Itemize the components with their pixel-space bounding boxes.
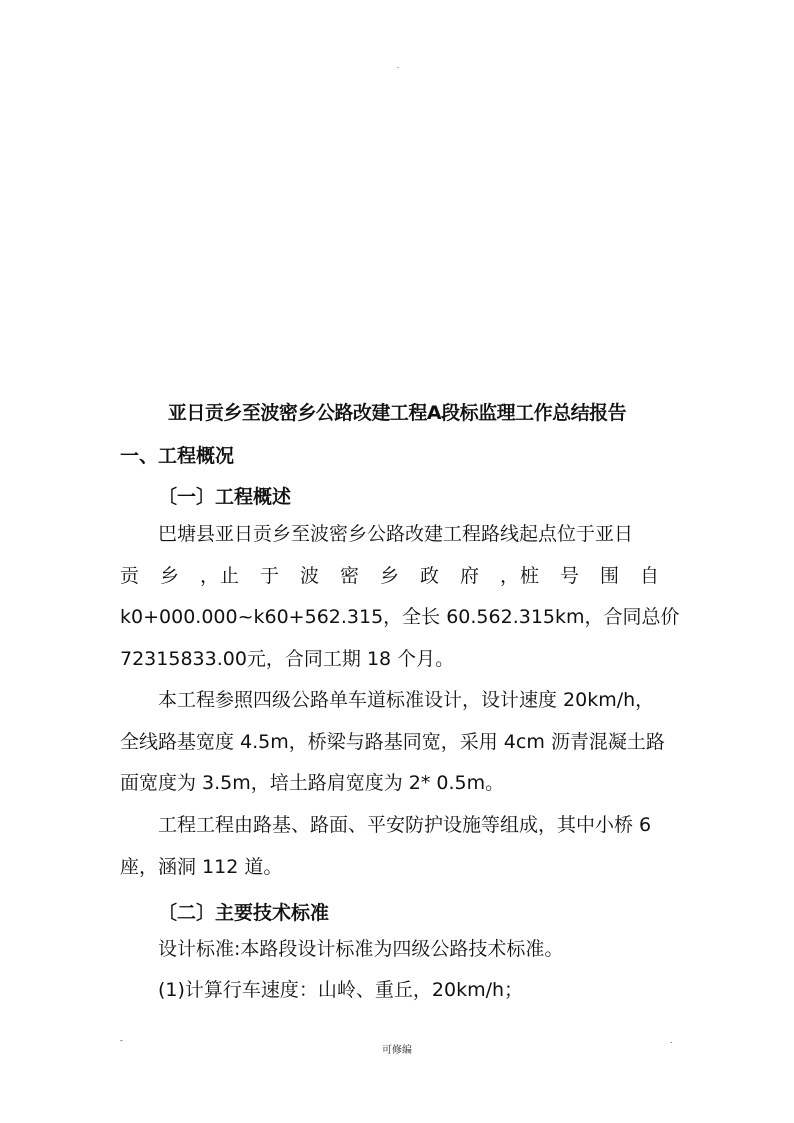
paragraph-line: 工程工程由路基、路面、平安防护设施等组成，其中小桥 6 — [158, 814, 652, 836]
section-heading-overview: 一、工程概况 — [120, 445, 235, 467]
header-mark: . — [396, 61, 400, 70]
document-title: 亚日贡乡至波密乡公路改建工程A段标监理工作总结报告 — [167, 402, 627, 424]
paragraph-design-standard-statement — [120, 929, 674, 971]
paragraph-line: (1)计算行车速度：山岭、重丘，20km/h； — [158, 979, 524, 1001]
subsection-heading-summary: 〔一〕工程概述 — [158, 486, 292, 508]
paragraph-line: 巴塘县亚日贡乡至波密乡公路改建工程路线起点位于亚日 — [158, 523, 634, 545]
paragraph-line: 72315833.00元，合同工期 18 个月。 — [120, 647, 455, 670]
paragraph-line: 本工程参照四级公路单车道标准设计，设计速度 20km/h， — [158, 689, 655, 711]
paragraph-speed-item — [120, 970, 674, 1012]
paragraph-line: 设计标准:本路段设计标准为四级公路技术标准。 — [158, 938, 564, 960]
paragraph-line: 贡 乡 ，止 于 波 密 乡 政 府 ，桩 号 围 自 — [120, 564, 661, 587]
footer-right-mark: . — [670, 1036, 673, 1045]
paragraph-design-standard — [120, 680, 674, 805]
footer-left-mark: - — [120, 1036, 123, 1045]
paragraph-line: 面宽度为 3.5m，培土路肩宽度为 2* 0.5m。 — [120, 772, 505, 794]
paragraph-project-location — [120, 514, 680, 680]
paragraph-line: 座，涵洞 112 道。 — [120, 855, 283, 878]
footer-text: 可修编 — [382, 1045, 412, 1056]
paragraph-project-composition — [120, 805, 674, 888]
paragraph-line: 全线路基宽度 4.5m，桥梁与路基同宽，采用 4cm 沥青混凝土路 — [120, 730, 665, 753]
subsection-heading-technical-standards: 〔二〕主要技术标准 — [158, 902, 330, 924]
paragraph-line: k0+000.000~k60+562.315，全长 60.562.315km，合同总价 — [120, 606, 680, 628]
